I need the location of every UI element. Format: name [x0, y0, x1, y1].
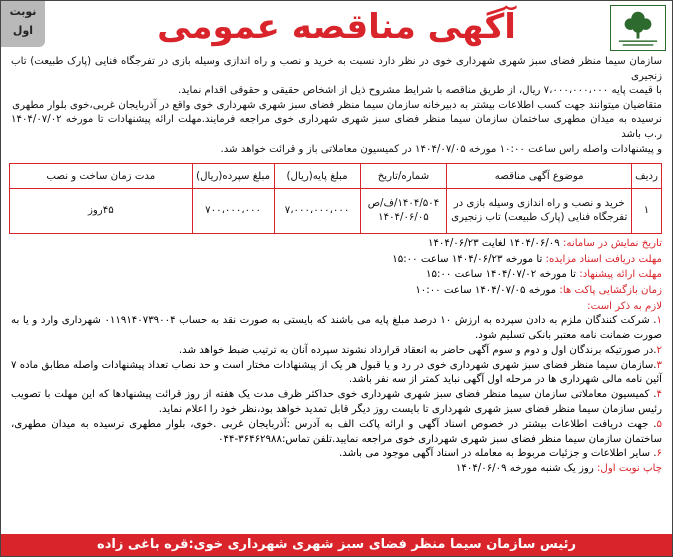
condition-number: ۴ — [656, 389, 662, 401]
condition-item — [11, 359, 662, 389]
condition-item — [11, 388, 662, 418]
intro-line: با قیمت پایه ۷،۰۰۰،۰۰۰،۰۰۰ ریال، از طریق مناقصه با شرایط مشروح ذیل از اشخاص حقیقی و حقوقی اقدام نماید. — [178, 85, 662, 97]
footer-signature: رئیس سازمان سیما منظر فضای سبز شهری شهرداری خوی:قره باغی زاده — [1, 534, 672, 556]
schedule-value: تا مورخه ۱۴۰۴/۰۷/۰۲ ساعت ۱۵:۰۰ — [426, 269, 580, 281]
condition-number: ۱ — [656, 315, 663, 327]
row-duration: ۴۵روز — [10, 189, 193, 234]
header-cell: مبلغ سپرده(ریال) — [192, 164, 274, 189]
header-cell: مدت زمان ساخت و نصب — [10, 164, 193, 189]
header-cell: ردیف — [632, 164, 662, 189]
print-value: روز یک شنبه مورخه ۱۴۰۴/۰۶/۰۹ — [455, 463, 597, 475]
condition-number: ۶ — [656, 448, 662, 460]
condition-text: . سایر اطلاعات و جزئیات مربوط به معامله در اسناد آگهی موجود می باشد. — [338, 448, 657, 460]
row-index: ۱ — [632, 189, 662, 234]
schedule-label: زمان بازگشایی پاکت ها: — [559, 284, 662, 296]
condition-item — [11, 418, 662, 448]
condition-item — [11, 344, 662, 359]
schedule-item — [1, 283, 662, 299]
schedule-item — [1, 267, 662, 283]
conditions — [1, 314, 672, 477]
intro-line: متقاضیان میتوانند جهت کسب اطلاعات بیشتر به دبیرخانه سازمان سیما منظر فضای سبز شهری شهرداری خوی واقع در آذربایجان غربی،خوی بلوار مطهری — [12, 99, 662, 111]
row-number: ۱۴۰۴/۵۰۴/ف/ص — [367, 198, 440, 210]
condition-text: . شرکت کنندگان ملزم به دادن سپرده به ارزش ۱۰ درصد مبلغ پایه می باشند که بایستی به صورت نقد به حساب ۰۱۱۹۱۴۰۷۳۹۰۰۴ شهرداری وارد و یا به صورت ضمانت نامه معتبر بانکی تسلیم شود. — [11, 315, 662, 341]
intro-line: نرسیده به میدان مطهری ساختمان سازمان سیما منظر فضای سبز شهری شهرداری خوی مراجعه فرمایند.مهلت ارائه پیشنهادات تا مورخه ۱۴۰۴/۰۷/۰۲ ر.ب باشد — [11, 114, 662, 140]
round-value: اول — [12, 24, 34, 37]
schedule-item — [1, 252, 662, 268]
notice-header — [1, 1, 672, 55]
header-cell: مبلغ پایه(ریال) — [274, 164, 360, 189]
condition-number: ۵ — [656, 418, 662, 430]
condition-text: . کمیسیون معاملاتی سازمان سیما منظر فضای سبز شهری شهرداری خوی حداکثر ظرف مدت یک هفته از روز قرائت پیشنهادها که این مهلت با تصویب رئیس سازمان سیما منظر فضای سبز شهری شهرداری تا بایست روز دیگر قابل تمدید خواهد بود،نظر خود را اعلام نماید. — [11, 389, 662, 415]
schedule-value: تا مورخه ۱۴۰۴/۰۶/۲۳ ساعت ۱۵:۰۰ — [392, 253, 546, 265]
intro-line: و پیشنهادات واصله راس ساعت ۱۰:۰۰ مورخه ۱۴۰۴/۰۷/۰۵ در کمیسیون معاملاتی باز و قرائت خواهد شد. — [220, 143, 662, 155]
tree-icon — [611, 6, 665, 50]
schedule-label: مهلت دریافت اسناد مزایده: — [545, 253, 662, 265]
condition-item — [11, 314, 662, 344]
table-row — [10, 189, 662, 234]
condition-item — [11, 447, 662, 462]
schedule-item — [1, 236, 662, 252]
row-subject-line: خرید و نصب و راه اندازی وسیله بازی در — [453, 198, 625, 210]
notice-title: آگهی مناقصه عمومی — [157, 7, 516, 47]
condition-text: .سازمان سیما منظر فضای سبز شهری شهرداری خوی در رد و یا قبول هر یک از پیشنهادات مختار است و حد نصاب تعداد پیشنهادات واصله مطابق ماده ۷ آئین نامه مالی شهرداری ها در مرحله اول آگهی نباید کمتر از سه نفر باشد. — [11, 359, 662, 386]
header-cell: شماره/تاریخ — [360, 164, 447, 189]
print-label: چاپ نوبت اول: — [597, 463, 662, 475]
schedule-label: مهلت ارائه پیشنهاد: — [579, 269, 662, 281]
row-date: ۱۴۰۴/۰۶/۰۵ — [378, 212, 429, 224]
schedule-item — [1, 299, 662, 315]
table-header-row — [10, 164, 662, 189]
row-subject — [447, 189, 632, 234]
row-number-date — [360, 189, 447, 234]
round-label: نوبت — [9, 5, 37, 18]
round-badge — [1, 1, 45, 47]
condition-text: .در صورتیکه برندگان اول و دوم و سوم آگهی حاضر به انعقاد قرارداد نشوند سپرده آنان به ترتیب ضبط خواهد شد. — [178, 344, 657, 356]
condition-number: ۳ — [656, 359, 662, 371]
intro-line: سازمان سیما منظر فضای سبز شهری شهرداری خوی در نظر دارد نسبت به خرید و نصب و راه اندازی وسیله بازی در تفرجگاه فنایی (پارک طبیعت) تاب زنجیری — [11, 56, 662, 82]
schedule-label: لازم به ذکر است: — [587, 300, 662, 312]
condition-number: ۲ — [656, 344, 662, 356]
municipality-logo — [610, 5, 666, 51]
print-date — [11, 462, 662, 477]
condition-text: . جهت دریافت اطلاعات بیشتر در خصوص اسناد آگهی و ارائه پاکت الف به آدرس :آذربایجان غربی .خوی، بلوار مطهری نرسیده به میدان مطهری، ساختمان سازمان سیما منظر فضای سبز شهری شهرداری خوی مراجعه نمایید.تلفن تماس:۳۶۴۶۲۹۸۸-۰۴۴ — [11, 418, 662, 445]
schedule-label: تاریخ نمایش در سامانه: — [562, 238, 662, 250]
row-subject-line: تفرجگاه فنایی (پارک طبیعت) تاب زنجیری — [451, 212, 628, 224]
tender-table — [9, 163, 662, 234]
schedule-value: مورخه ۱۴۰۴/۰۷/۰۵ ساعت ۱۰:۰۰ — [415, 284, 560, 296]
intro-text — [1, 55, 672, 157]
schedule — [1, 234, 672, 314]
row-base-amount: ۷،۰۰۰،۰۰۰،۰۰۰ — [274, 189, 360, 234]
row-deposit: ۷۰۰،۰۰۰،۰۰۰ — [192, 189, 274, 234]
header-cell: موضوع آگهی مناقصه — [447, 164, 632, 189]
schedule-value: ۱۴۰۴/۰۶/۰۹ لغایت ۱۴۰۴/۰۶/۲۳ — [427, 238, 563, 250]
